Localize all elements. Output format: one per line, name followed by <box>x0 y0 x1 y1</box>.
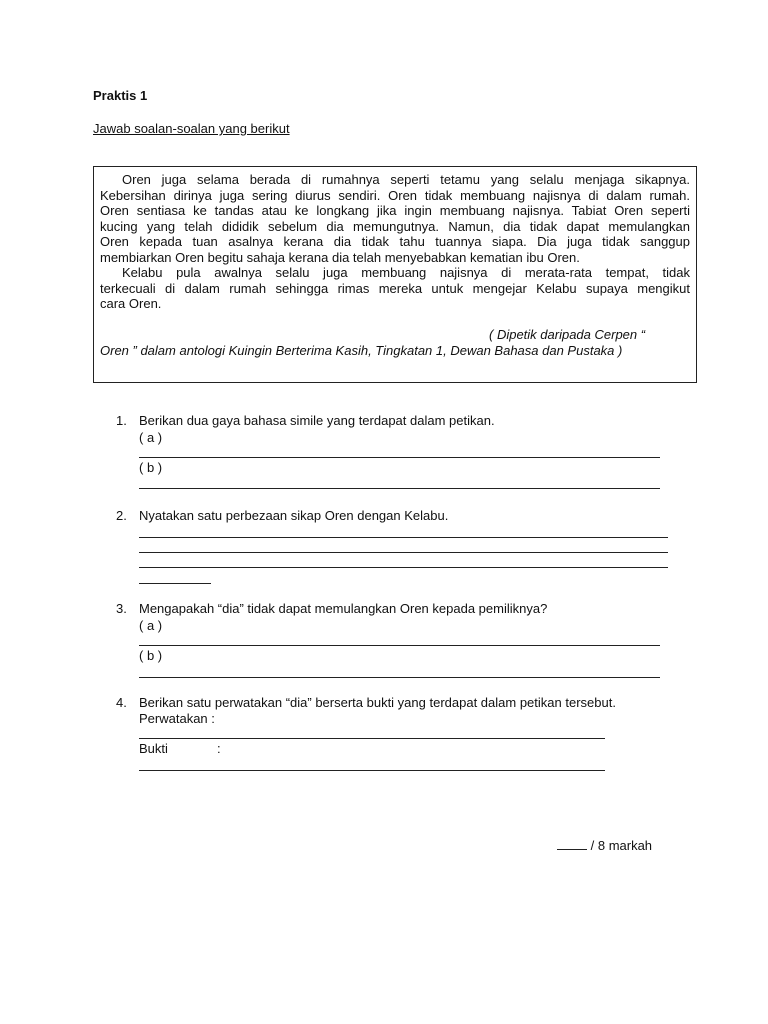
source-citation: ( Dipetik daripada Cerpen “ <box>489 327 646 342</box>
question-number: 3. <box>116 601 127 616</box>
passage-line: membiarkan Oren begitu sahaja kerana dia telah menyebabkan kematian ibu Oren. <box>100 249 580 265</box>
passage-line: terkecuali di dalam rumah sehingga rimas mereka untuk mengejar Kelabu supaya mengikut <box>100 280 690 296</box>
part-label: ( a ) <box>139 430 163 445</box>
question-text: Nyatakan satu perbezaan sikap Oren dengan Kelabu. <box>139 508 449 523</box>
passage-line: Oren kepada tuan asalnya kerana dia tidak tahu tuannya siapa. Dia juga tidak sanggup <box>100 234 690 249</box>
answer-line[interactable] <box>139 583 211 584</box>
passage-box <box>93 166 697 383</box>
score-blank[interactable] <box>557 837 587 850</box>
question-number: 2. <box>116 508 127 523</box>
bukti-label: Bukti <box>139 741 168 756</box>
passage-line: kucing yang telah dididik sebelum dia memungutnya. Namun, dia tidak dapat memulangkan <box>100 218 690 234</box>
answer-line[interactable] <box>139 645 660 646</box>
answer-line[interactable] <box>139 457 660 458</box>
passage-line: Oren sentiasa ke tandas atau ke longkang jika ingin membuang najisnya. Tabiat Oren seperti <box>100 203 690 218</box>
part-label: ( b ) <box>139 460 163 475</box>
page-title: Praktis 1 <box>93 88 148 103</box>
question-number: 4. <box>116 695 127 710</box>
instruction-text: Jawab soalan-soalan yang berikut <box>93 121 290 136</box>
passage-line: Kebersihan dirinya juga sering diurus sendiri. Oren tidak membuang najisnya di dalam rumah. <box>100 187 690 203</box>
bukti-colon: : <box>217 741 221 756</box>
answer-line[interactable] <box>139 537 668 538</box>
passage-line: Oren juga selama berada di rumahnya seperti tetamu yang selalu menjaga sikapnya. <box>122 172 690 187</box>
answer-line[interactable] <box>139 770 605 771</box>
question-text: Berikan satu perwatakan “dia” berserta bukti yang terdapat dalam petikan tersebut. <box>139 695 616 710</box>
passage-line: cara Oren. <box>100 296 162 311</box>
source-citation: Oren ” dalam antologi Kuingin Berterima Kasih, Tingkatan 1, Dewan Bahasa dan Pustaka ) <box>100 343 623 358</box>
score-label: / 8 markah <box>590 838 653 853</box>
part-label: ( a ) <box>139 618 163 633</box>
perwatakan-label: Perwatakan : <box>139 711 215 726</box>
question-number: 1. <box>116 413 127 428</box>
answer-line[interactable] <box>139 677 660 678</box>
question-text: Berikan dua gaya bahasa simile yang terdapat dalam petikan. <box>139 413 495 428</box>
passage-line: Kelabu pula awalnya selalu juga membuang najisnya di merata-rata tempat, tidak <box>122 265 690 280</box>
answer-line[interactable] <box>139 738 605 739</box>
answer-line[interactable] <box>139 567 668 568</box>
score-field <box>557 837 652 853</box>
question-text: Mengapakah “dia” tidak dapat memulangkan Oren kepada pemiliknya? <box>139 601 548 616</box>
answer-line[interactable] <box>139 488 660 489</box>
answer-line[interactable] <box>139 552 668 553</box>
part-label: ( b ) <box>139 648 163 663</box>
